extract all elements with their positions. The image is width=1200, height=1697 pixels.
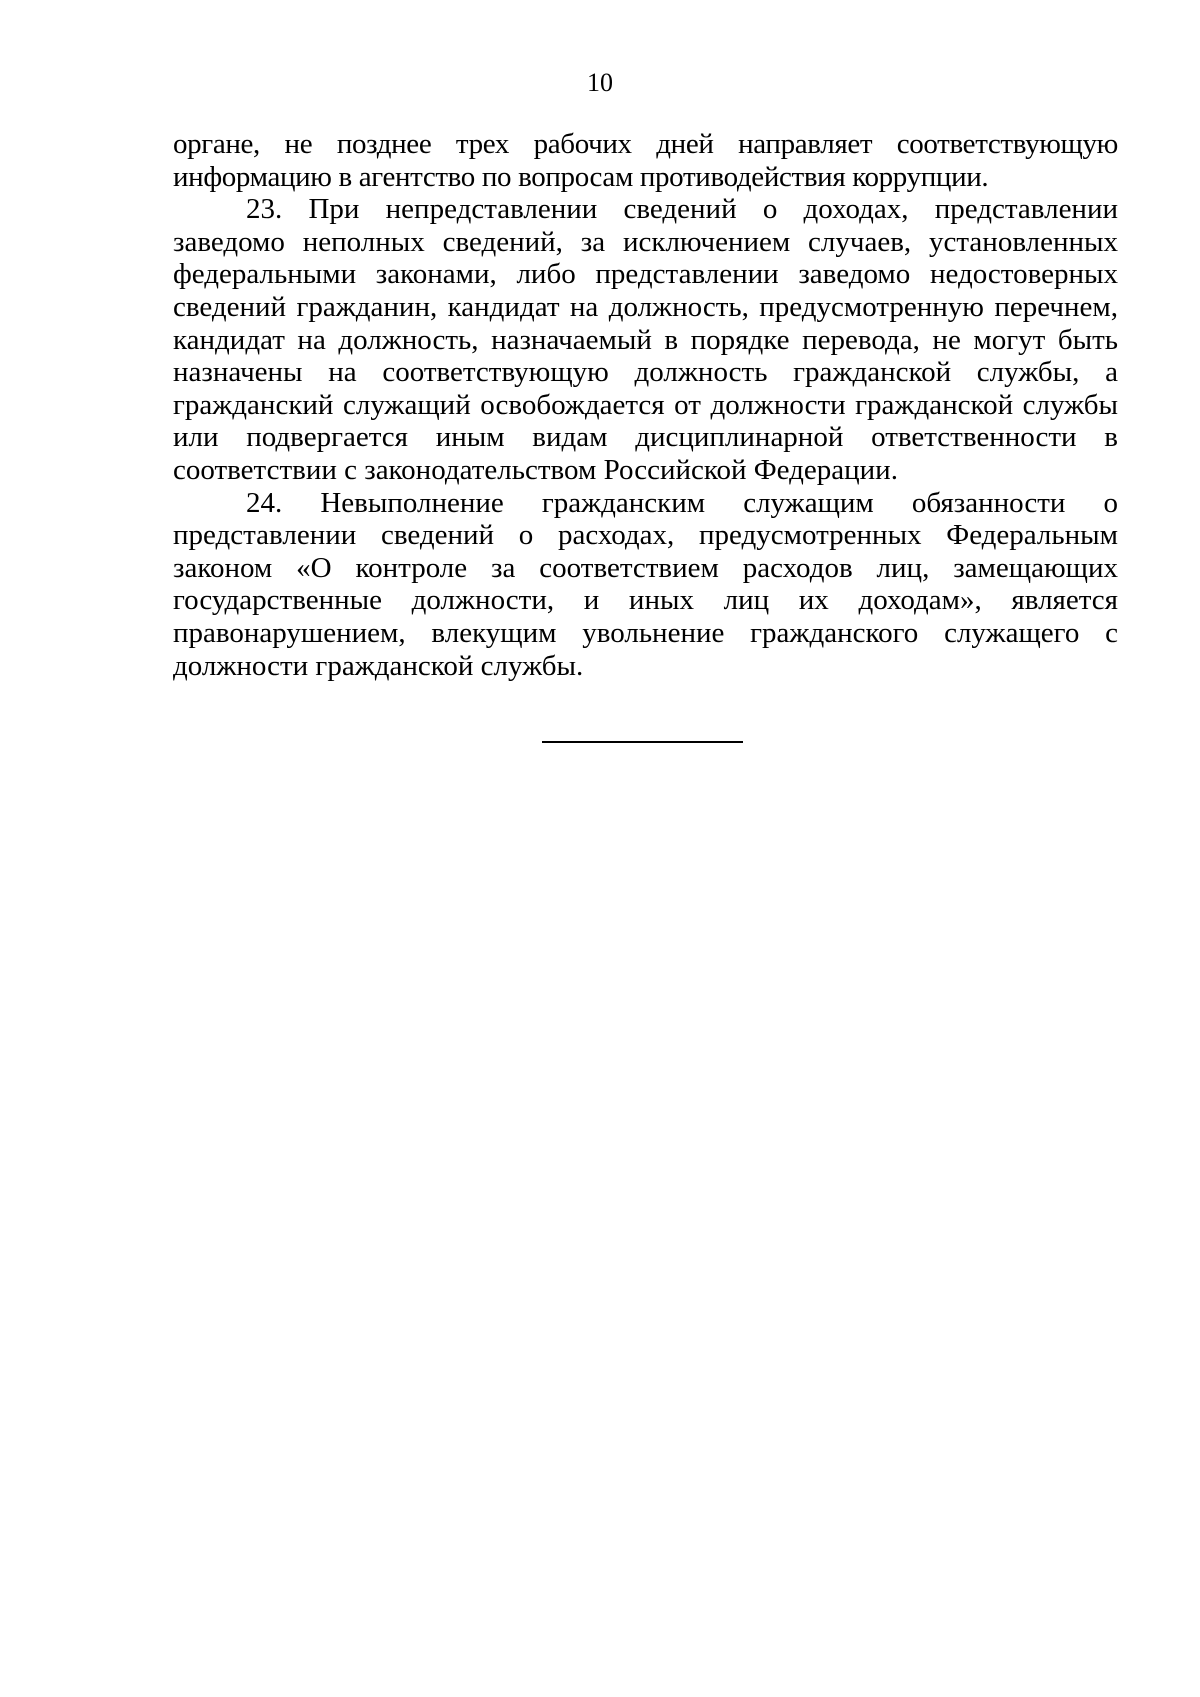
document-body bbox=[173, 128, 1118, 682]
page-number: 10 bbox=[587, 68, 613, 97]
paragraph-continuation: органе, не позднее трех рабочих дней направляет соответствующую информацию в агентство по вопросам противодействия коррупции. bbox=[173, 128, 1118, 193]
end-separator-line bbox=[542, 741, 743, 743]
paragraph-item-24: 24. Невыполнение гражданским служащим обязанности о представлении сведений о расходах, предусмотренных Федеральным законом «О контроле за соответствием расходов лиц, замещающих государственные должности, и иных лиц их доходам», является правонарушением, влекущим увольнение гражданского служащего с должности гражданской службы. bbox=[173, 486, 1118, 682]
paragraph-item-23: 23. При непредставлении сведений о доходах, представлении заведомо неполных сведений, за исключением случаев, установленных федеральными законами, либо представлении заведомо недостоверных сведений гражданин, кандидат на должность, предусмотренную перечнем, кандидат на должность, назначаемый в порядке перевода, не могут быть назначены на соответствующую должность гражданской службы, а гражданский служащий освобождается от должности гражданской службы или подвергается иным видам дисциплинарной ответственности в соответствии с законодательством Российской Федерации. bbox=[173, 193, 1118, 486]
